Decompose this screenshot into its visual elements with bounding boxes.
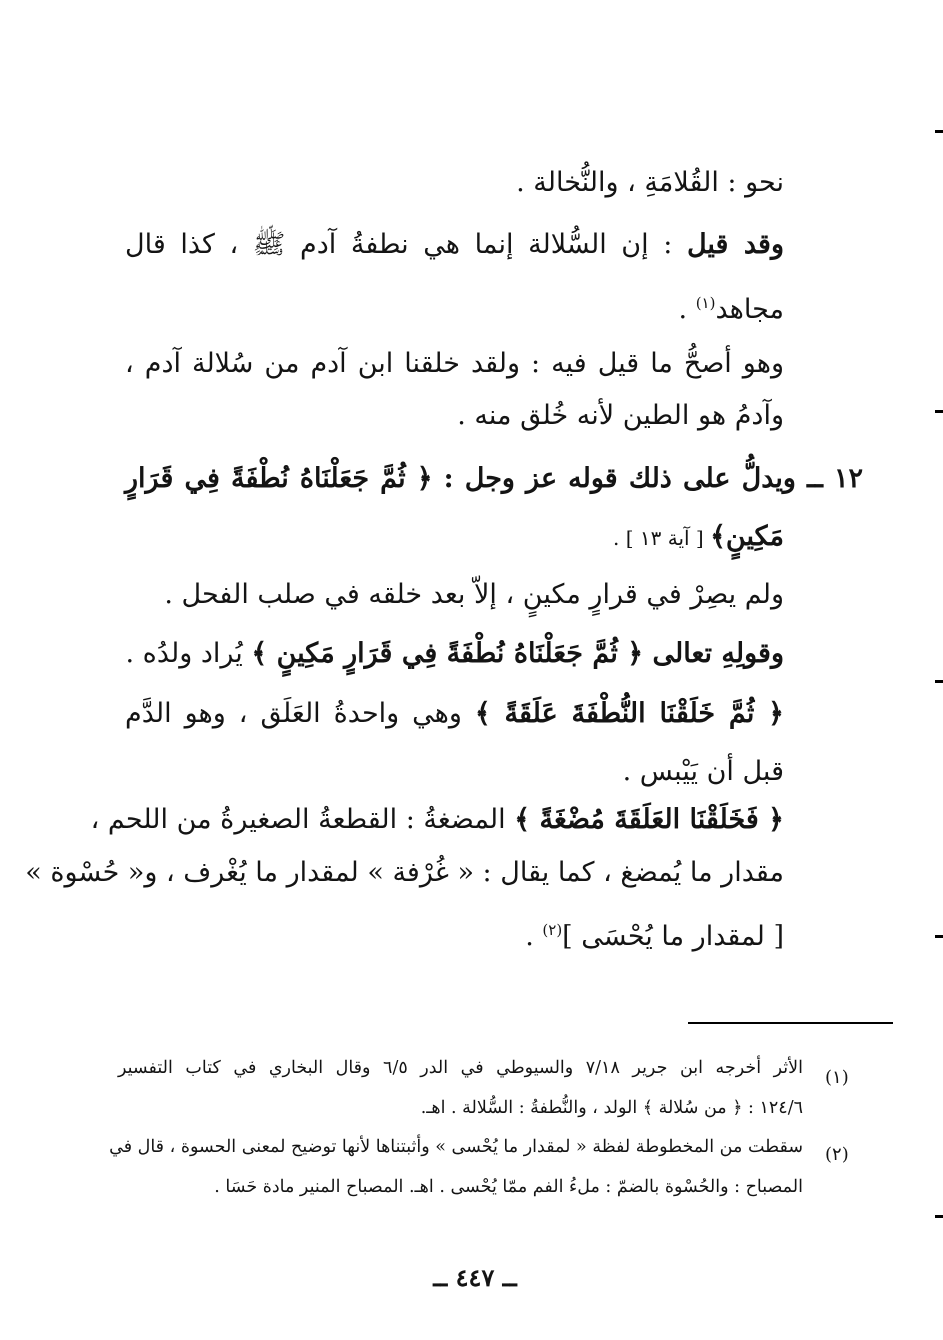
footnote-number: (٢) <box>825 1144 849 1165</box>
text-line-10 <box>125 694 784 734</box>
footnote-line <box>421 1093 803 1123</box>
footnote-line <box>214 1172 803 1202</box>
text-line-3 <box>679 283 784 323</box>
footnote-ref[interactable]: (١) <box>695 294 716 312</box>
text-line-6 <box>125 459 863 499</box>
footnote-line <box>118 1053 803 1083</box>
footnote-number: (١) <box>825 1067 849 1088</box>
quran-text: وقولِهِ تعالى ﴿ ثُمَّ جَعَلْنَاهُ نُطْفَةً فِي قَرَارٍ مَكِينٍ ﴾ <box>251 638 784 669</box>
line-text: . <box>678 294 696 325</box>
line-text: وهي واحدةُ العَلَق ، وهو الدَّم <box>125 698 475 729</box>
quran-text: ﴿ ثُمَّ خَلَقْنَا النُّطْفَةَ عَلَقَةً ﴾ <box>474 698 784 729</box>
line-text: نحو : القُلامَةِ ، والنُّخالة . <box>516 167 784 198</box>
text-line-7 <box>613 517 784 557</box>
edge-mark <box>935 680 943 683</box>
text-line-4 <box>125 344 784 384</box>
footnote-line <box>109 1132 803 1162</box>
bold-lead: وقد قيل <box>686 229 784 260</box>
line-text: ولم يصِرْ في قرارٍ مكينٍ ، إلاّ بعد خلقه في صلب الفحل . <box>164 579 784 610</box>
text-line-13 <box>25 853 784 893</box>
edge-mark <box>935 410 943 413</box>
line-text: ١٢ ــ ويدلُّ على ذلك قوله عز وجل : ﴿ ثُمَّ جَعَلْنَاهُ نُطْفَةً فِي قَرَارٍ <box>125 463 863 494</box>
footnote-ref[interactable]: (٢) <box>542 921 563 939</box>
line-text: وهو أصحُّ ما قيل فيه : ولقد خلقنا ابن آدم من سُلالة آدم ، <box>125 348 784 379</box>
line-text: : إن السُّلالة إنما هي نطفةُ آدم ﷺ ، كذا قال <box>125 229 687 260</box>
edge-mark <box>935 130 943 133</box>
footnote-text: ١٢٤/٦ : ﴿ من سُلالة ﴾ الولد ، والنُّطفةُ : السُّلالة . اهـ. <box>420 1098 803 1118</box>
line-text: يُراد ولدُه . <box>125 638 252 669</box>
page-number: ــ ٤٤٧ ــ <box>433 1263 517 1292</box>
footnote-text: سقطت من المخطوطة لفظة « لمقدار ما يُحْسى » وأثبتناها لأنها توضيح لمعنى الحسوة ، قال في <box>109 1137 803 1157</box>
verse-reference: [ آية ١٣ ] . <box>613 526 711 550</box>
quran-text: ﴿ فَخَلَقْنَا العَلَقَةَ مُضْغَةً ﴾ <box>514 804 784 835</box>
edge-mark <box>935 935 943 938</box>
text-line-12 <box>90 800 784 840</box>
footnote-text: الأثر أخرجه ابن جرير ٧/١٨ والسيوطي في الدر ٦/٥ وقال البخاري في كتاب التفسير <box>118 1058 803 1078</box>
line-text: قبل أن يَيْبس . <box>622 756 784 787</box>
line-text: المضغةُ : القطعةُ الصغيرةُ من اللحم ، <box>90 804 515 835</box>
line-text: [ لمقدار ما يُحْسَى ] <box>562 921 784 952</box>
text-line-5 <box>457 396 784 436</box>
text-line-2 <box>125 225 784 265</box>
text-line-9 <box>126 634 784 674</box>
line-text: وآدمُ هو الطين لأنه خُلق منه . <box>457 400 784 431</box>
line-text: . <box>525 921 543 952</box>
footnote-text: المصباح : والحُسْوة بالضمّ : ملءُ الفم ممّا يُحْسى . اهـ. المصباح المنير مادة حَسَا . <box>214 1177 803 1197</box>
text-line-11 <box>623 752 784 792</box>
text-line-1 <box>516 163 784 203</box>
line-text: مقدار ما يُمضغ ، كما يقال : « غُرْفة » لمقدار ما يُغْرف ، و« حُسْوة » <box>25 857 784 888</box>
text-line-14 <box>525 910 784 950</box>
quran-text: مَكِينٍ﴾ <box>710 521 784 552</box>
line-text: مجاهد <box>715 294 784 325</box>
text-line-8 <box>164 575 784 615</box>
footnote-separator <box>688 1022 893 1024</box>
edge-mark <box>935 1215 943 1218</box>
